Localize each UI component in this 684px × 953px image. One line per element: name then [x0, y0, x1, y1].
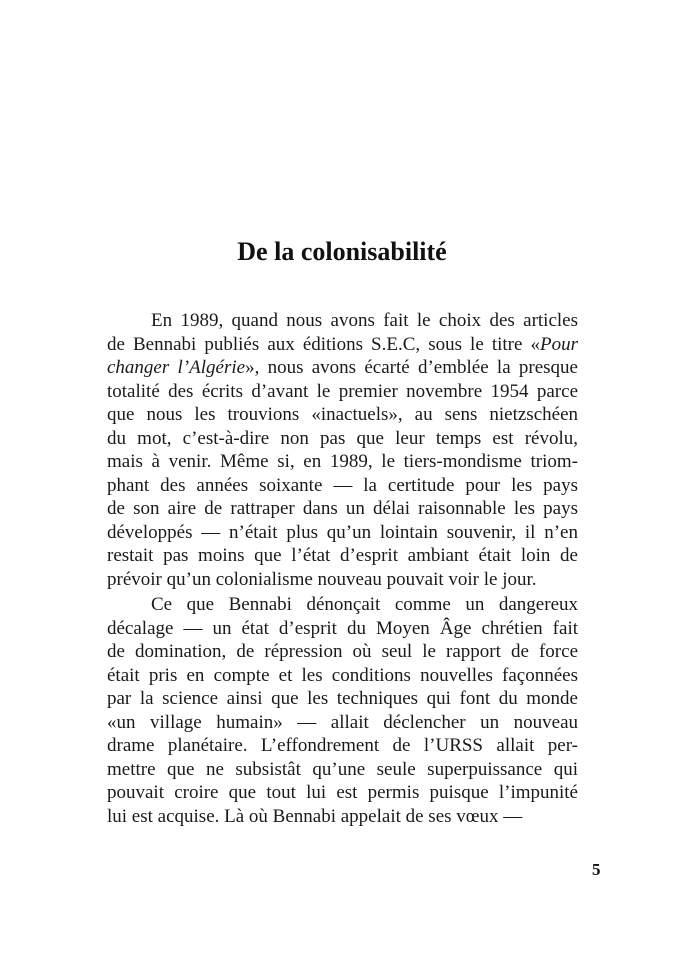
text-segment: drame planétaire. L’effondrement de l’URSS allait per- — [107, 735, 578, 756]
text-line — [107, 593, 578, 617]
text-line — [107, 617, 578, 641]
text-line — [107, 734, 578, 758]
text-line — [107, 380, 578, 404]
text-segment: En 1989, quand nous avons fait le choix des articles — [151, 310, 578, 331]
text-segment: phant des années soixante — la certitude pour les pays — [107, 474, 578, 496]
text-line — [107, 758, 578, 782]
text-line — [107, 521, 578, 545]
italic-text: changer l’Algérie — [107, 357, 246, 378]
text-line — [107, 805, 578, 829]
text-line — [107, 356, 578, 380]
chapter-title: De la colonisabilité — [237, 237, 447, 266]
text-segment: développés — n’était plus qu’un lointain souvenir, il n’en — [107, 521, 578, 543]
text-line — [107, 450, 578, 474]
text-line — [107, 403, 578, 427]
text-segment: pouvait croire que tout lui est permis puisque l’impunité — [107, 782, 578, 803]
text-line — [107, 544, 578, 568]
text-segment: mais à venir. Même si, en 1989, le tiers-mondisme triom- — [107, 451, 578, 472]
text-segment: était pris en compte et les conditions nouvelles façonnées — [107, 664, 578, 686]
text-segment: Ce que Bennabi dénonçait comme un dangereux — [151, 594, 578, 615]
text-line — [107, 687, 578, 711]
text-segment: du mot, c’est-à-dire non pas que leur temps est révolu, — [107, 427, 578, 449]
text-segment: lui est acquise. Là où Bennabi appelait de ses vœux — — [107, 805, 523, 827]
text-line — [107, 474, 578, 498]
text-line — [107, 309, 578, 333]
text-line — [107, 781, 578, 805]
text-line — [107, 640, 578, 664]
text-segment: de Bennabi publiés aux éditions S.E.C, sous le titre « — [107, 333, 540, 355]
text-segment: prévoir qu’un colonialisme nouveau pouvait voir le jour. — [107, 568, 537, 590]
text-segment: totalité des écrits d’avant le premier novembre 1954 parce — [107, 380, 578, 402]
text-line — [107, 711, 578, 735]
text-segment: restait pas moins que l’état d’esprit ambiant était loin de — [107, 545, 578, 566]
paragraph-2 — [107, 593, 578, 828]
page-number: 5 — [592, 860, 601, 879]
text-segment: décalage — un état d’esprit du Moyen Âge chrétien fait — [107, 617, 578, 639]
paragraph-1 — [107, 309, 578, 591]
text-line — [107, 427, 578, 451]
text-segment: de son aire de rattraper dans un délai raisonnable les pays — [107, 498, 578, 519]
text-line — [107, 497, 578, 521]
text-segment: par la science ainsi que les techniques qui font du monde — [107, 688, 578, 709]
text-line — [107, 568, 578, 592]
text-segment: mettre que ne subsistât qu’une seule superpuissance qui — [107, 758, 578, 780]
text-segment: de domination, de répression où seul le rapport de force — [107, 641, 578, 662]
text-segment: «un village humain» — allait déclencher un nouveau — [107, 711, 578, 733]
text-segment: que nous les trouvions «inactuels», au sens nietzschéen — [107, 404, 578, 425]
text-line — [107, 333, 578, 357]
italic-text: Pour — [540, 333, 578, 355]
text-segment: », nous avons écarté d’emblée la presque — [245, 357, 578, 378]
text-line — [107, 664, 578, 688]
body-text — [107, 309, 578, 828]
